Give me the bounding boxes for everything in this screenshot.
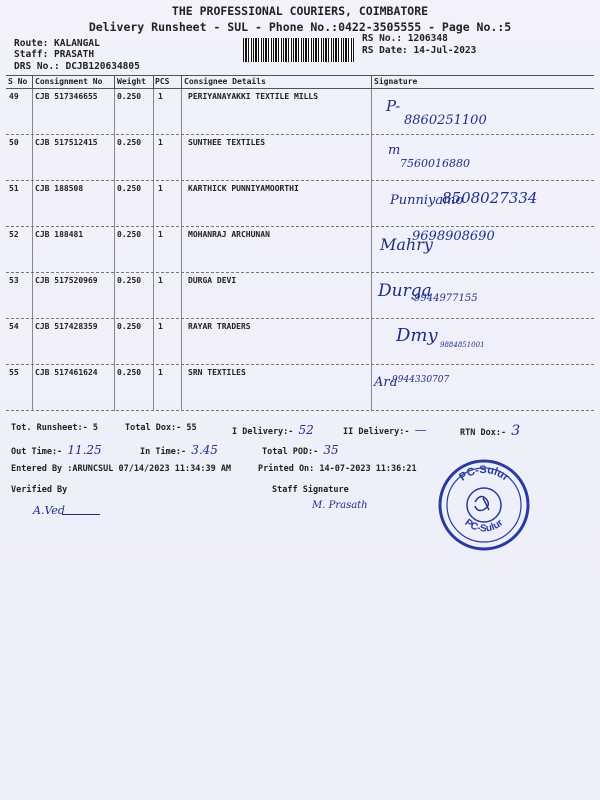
- signature-scribble: Durga: [378, 281, 432, 301]
- cell-sno: 52: [9, 230, 19, 239]
- cell-consignment: CJB 517461624: [35, 368, 98, 377]
- table-row: [6, 89, 594, 135]
- signature-scribble: Punniyamo: [390, 193, 464, 208]
- ii-delivery-label: II Delivery:-: [343, 427, 410, 437]
- staff-signature: M. Prasath: [312, 500, 368, 511]
- svg-text:PC-Sulur: [463, 517, 506, 534]
- col-pcs: PCS: [155, 77, 170, 86]
- cell-weight: 0.250: [117, 184, 142, 193]
- cell-sno: 51: [9, 184, 19, 193]
- cell-consignment: CJB 188481: [35, 230, 84, 239]
- staff-signature-label: Staff Signature: [272, 485, 349, 495]
- signature-phone: 8860251100: [404, 113, 487, 128]
- i-delivery-label: I Delivery:-: [232, 427, 294, 437]
- drs-number: DRS No.: DCJB120634805: [14, 61, 140, 72]
- staff: Staff: PRASATH: [14, 49, 95, 60]
- out-time: [11, 443, 102, 457]
- rtn-dox-value: 3: [511, 423, 521, 439]
- out-time-label: Out Time:-: [11, 447, 63, 457]
- cell-sno: 49: [9, 92, 19, 101]
- cell-sno: 54: [9, 322, 19, 331]
- cell-consignee: PERIYANAYAKKI TEXTILE MILLS: [188, 92, 319, 101]
- table-row: [6, 227, 594, 273]
- col-signature: Signature: [374, 77, 418, 86]
- cell-consignee: MOHANRAJ ARCHUNAN: [188, 230, 270, 239]
- cell-consignee: SUNTHEE TEXTILES: [188, 138, 266, 147]
- cell-pcs: 1: [158, 230, 163, 239]
- signature-scribble: Mahry: [380, 235, 433, 254]
- ii-delivery: [343, 423, 427, 437]
- cell-consignee: DURGA DEVI: [188, 276, 237, 285]
- cell-weight: 0.250: [117, 230, 142, 239]
- cell-weight: 0.250: [117, 276, 142, 285]
- cell-pcs: 1: [158, 92, 163, 101]
- barcode: [243, 38, 355, 62]
- table-row: [6, 273, 594, 319]
- ii-delivery-value: —: [414, 423, 427, 437]
- cell-weight: 0.250: [117, 92, 142, 101]
- rtn-dox: [460, 423, 520, 439]
- signature-phone: 8508027334: [442, 189, 538, 207]
- entered-by: Entered By :ARUNCSUL 07/14/2023 11:34:39 AM: [11, 464, 232, 474]
- cell-weight: 0.250: [117, 368, 142, 377]
- signature-scribble: Dmy: [396, 325, 438, 346]
- cell-weight: 0.250: [117, 322, 142, 331]
- in-time-label: In Time:-: [140, 447, 187, 457]
- cell-consignment: CJB 517346655: [35, 92, 98, 101]
- cell-sno: 53: [9, 276, 19, 285]
- cell-consignee: RAYAR TRADERS: [188, 322, 251, 331]
- signature-scribble: m: [388, 143, 401, 158]
- cell-pcs: 1: [158, 276, 163, 285]
- printed-on: Printed On: 14-07-2023 11:36:21: [258, 464, 417, 474]
- cell-pcs: 1: [158, 138, 163, 147]
- stamp-top-text: PC-Sulur: [457, 463, 512, 484]
- cell-consignment: CJB 517428359: [35, 322, 98, 331]
- rtn-dox-label: RTN Dox:-: [460, 428, 507, 438]
- rs-number: RS No.: 1206348: [362, 33, 448, 44]
- signature-phone: 7560016880: [400, 157, 470, 170]
- cell-consignee: SRN TEXTILES: [188, 368, 246, 377]
- signature-phone: 9944977155: [414, 293, 478, 304]
- signature-scribble: P-: [386, 97, 401, 115]
- table-row: [6, 181, 594, 227]
- cell-weight: 0.250: [117, 138, 142, 147]
- total-pod: [262, 443, 339, 457]
- cell-sno: 55: [9, 368, 19, 377]
- table-row: [6, 135, 594, 181]
- cell-sno: 50: [9, 138, 19, 147]
- in-time: [140, 443, 218, 457]
- cell-pcs: 1: [158, 368, 163, 377]
- total-pod-value: 35: [323, 443, 339, 457]
- i-delivery: [232, 423, 314, 437]
- cell-pcs: 1: [158, 184, 163, 193]
- col-consignment: Consignment No: [35, 77, 103, 86]
- stamp-initials: [475, 496, 489, 510]
- table-row: [6, 319, 594, 365]
- signature-phone: 9944330707: [392, 375, 450, 385]
- cell-consignee: KARTHICK PUNNIYAMOORTHI: [188, 184, 299, 193]
- cell-consignment: CJB 188508: [35, 184, 84, 193]
- out-time-value: 11.25: [67, 443, 102, 457]
- in-time-value: 3.45: [191, 443, 218, 457]
- col-weight: Weight: [117, 77, 146, 86]
- cell-consignment: CJB 517520969: [35, 276, 98, 285]
- signature-phone: 9698908690: [412, 229, 495, 244]
- tot-runsheet: Tot. Runsheet:- 5: [11, 423, 98, 433]
- col-sno: S No: [8, 77, 28, 86]
- verified-by-label: Verified By: [11, 485, 68, 495]
- i-delivery-value: 52: [298, 423, 314, 437]
- table-row: [6, 365, 594, 411]
- verified-signature-stroke: [62, 514, 100, 515]
- signature-phone: 9884851001: [440, 341, 485, 349]
- stamp-bottom-text: PC-Sulur: [462, 517, 506, 535]
- runsheet-subtitle: Delivery Runsheet - SUL - Phone No.:0422-3505555 - Page No.:5: [88, 20, 512, 34]
- cell-pcs: 1: [158, 322, 163, 331]
- col-consignee: Consignee Details: [184, 77, 266, 86]
- total-pod-label: Total POD:-: [262, 447, 319, 457]
- signature-scribble: Ara: [374, 375, 398, 390]
- total-dox: Total Dox:- 55: [125, 423, 197, 433]
- pc-sulur-stamp: [437, 458, 531, 552]
- rs-date: RS Date: 14-Jul-2023: [362, 45, 477, 56]
- route: Route: KALANGAL: [14, 38, 100, 49]
- company-title: THE PROFESSIONAL COURIERS, COIMBATORE: [171, 4, 429, 18]
- cell-consignment: CJB 517512415: [35, 138, 98, 147]
- verified-signature: A.Ved: [33, 504, 65, 517]
